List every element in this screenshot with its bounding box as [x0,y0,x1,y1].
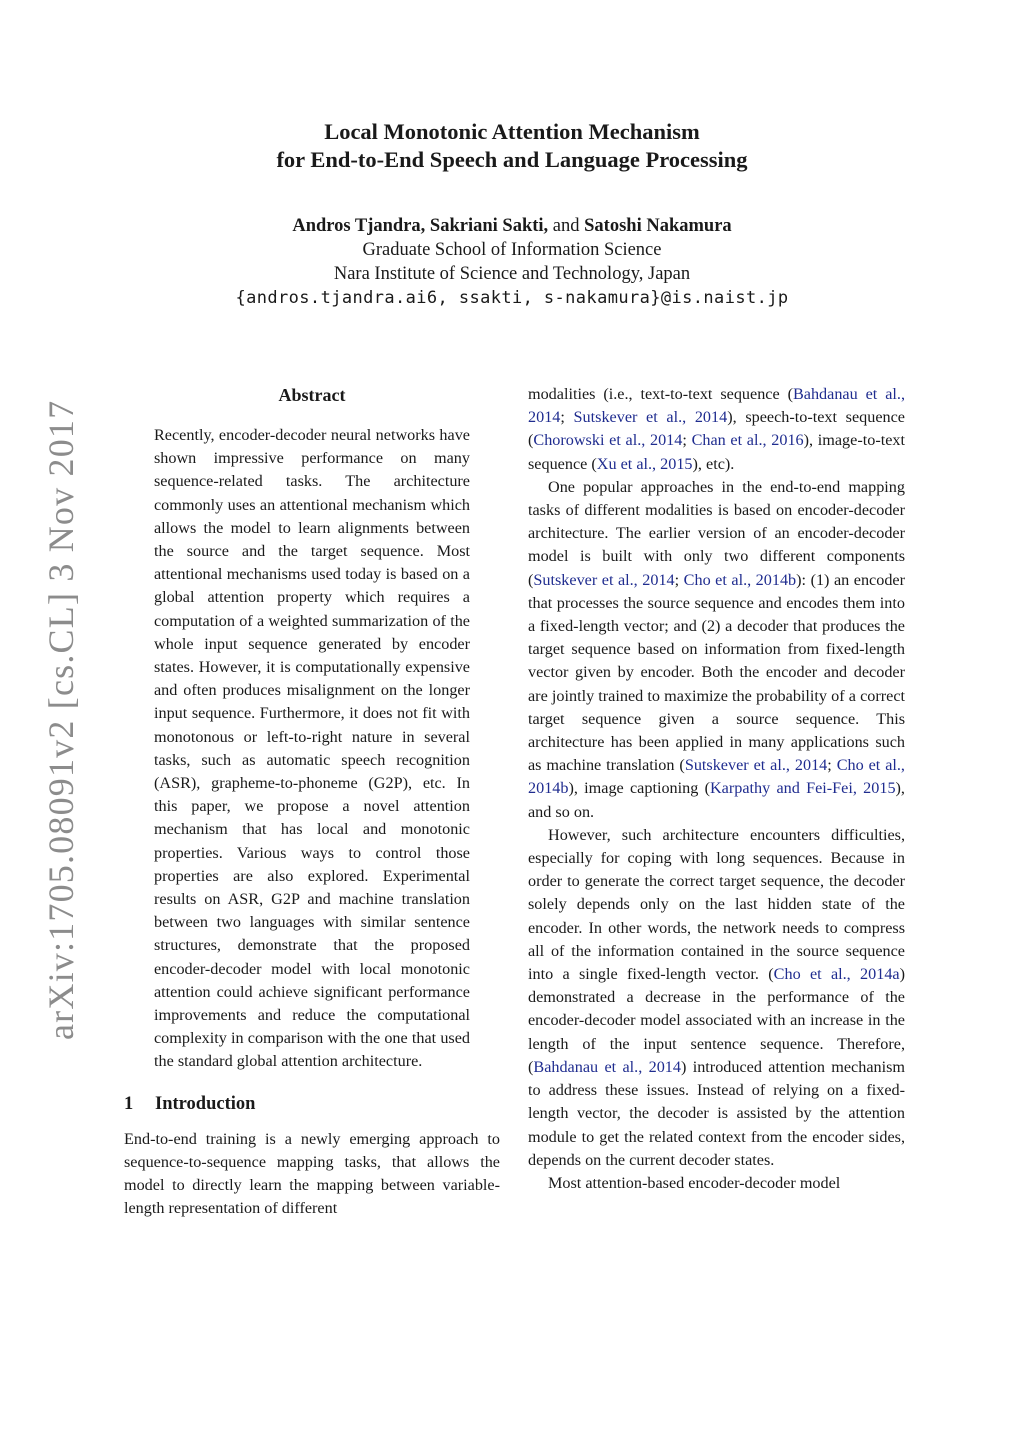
text-run: ) demonstrated a decrease in the performance of the encoder-decoder model associated with an increase in the length of the input sentence sequence. Therefore, ( [528,965,905,1076]
affiliation-institute: Nara Institute of Science and Technology, Japan [333,264,691,284]
text-run: ; [682,431,692,450]
author-emails: {andros.tjandra.ai6, ssakti, s-nakamura}@is.naist.jp [235,288,789,308]
right-column [528,383,905,1195]
citation-link[interactable]: Bahdanau et al., 2014 [528,385,905,427]
text-run: ; [827,756,837,775]
section-title: Introduction [155,1093,256,1114]
right-paragraph-1 [528,383,905,476]
citation-link[interactable]: Sutskever et al., 2014 [533,570,675,589]
citation-link[interactable]: Cho et al., 2014a [773,965,900,984]
right-paragraph-4: Most attention-based encoder-decoder model [548,1173,841,1192]
text-run: ), and so on. [528,779,905,821]
citation-link[interactable]: Chan et al., 2016 [691,431,804,450]
citation-link[interactable]: Karpathy and Fei-Fei, 2015 [709,779,896,798]
citation-link[interactable]: Bahdanau et al., 2014 [533,1057,681,1076]
citation-link[interactable]: Cho et al., 2014b [528,756,905,798]
author-names-first: Andros Tjandra, Sakriani Sakti, [292,216,549,236]
author-and: and [552,216,580,236]
text-run: ), image captioning ( [568,779,710,798]
introduction-paragraph-1: End-to-end training is a newly emerging approach to sequence-to-sequence mapping tasks, that allows the model to directly learn the mapping between variable-length representation of different [124,1129,500,1218]
text-run: One popular approaches in the end-to-end mapping tasks of different modalities is based on encoder-decoder architecture. The earlier version of an encoder-decoder model is built with only two different components ( [528,477,905,589]
right-paragraph-2 [528,476,905,824]
abstract-text: Recently, encoder-decoder neural networks have shown impressive performance on many sequence-related tasks. The architecture commonly uses an attentional mechanism which allows the model to learn alignments between the source and the target sequence. Most attentional mechanisms used today is based on a global attention property which requires a computation of a weighted summarization of the whole input sequence generated by encoder states. However, it is computationally expensive and often produces misalignment on the longer input sequence. Furthermore, it does not fit with monotonous or left-to-right nature in several tasks, such as automatic speech recognition (ASR), grapheme-to-phoneme (G2P), etc. In this paper, we propose a novel attention mechanism that has local and monotonic properties. Various ways to control those properties are also explored. Experimental results on ASR, G2P and machine translation between two languages with similar sentence structures, demonstrate that the proposed encoder-decoder model with local monotonic attention could achieve significant performance improvements and reduce the computational complexity in comparison with the one that used the standard global attention architecture. [154,426,470,1071]
citation-link[interactable]: Xu et al., 2015 [596,454,693,473]
citation-link[interactable]: Sutskever et al., 2014 [573,408,728,427]
title-line-1: Local Monotonic Attention Mechanism [324,119,700,144]
author-names-last: Satoshi Nakamura [584,216,732,236]
text-run: ), image-to-text sequence ( [528,431,905,473]
abstract-heading: Abstract [278,385,346,405]
title-line-2: for End-to-End Speech and Language Processing [276,147,748,172]
text-run: However, such architecture encounters difficulties, especially for coping with long sequences. Because in order to generate the correct target sequence, the decoder solely depends only on the last hidden state of the encoder. In other words, the network needs to compress all of the information contained in the source sequence into a single fixed-length vector. ( [528,825,905,984]
citation-link[interactable]: Sutskever et al., 2014 [684,756,828,775]
text-run: ; [560,408,574,427]
affiliation-school: Graduate School of Information Science [362,240,662,260]
text-run: ; [674,570,684,589]
arxiv-identifier-stamp: arXiv:1705.08091v2 [cs.CL] 3 Nov 2017 [41,399,81,1040]
author-names [0,214,1024,238]
paper-title [0,118,1024,174]
text-run: ), speech-to-text sequence ( [528,408,905,450]
left-column [124,383,500,1221]
introduction-heading [124,1092,500,1116]
section-number: 1 [124,1093,134,1114]
citation-link[interactable]: Chorowski et al., 2014 [533,431,683,450]
right-paragraph-3 [528,824,905,1172]
text-run: ): (1) an encoder that processes the source sequence and encodes them into a fixed-length vector; and (2) a decoder that produces the target sequence based on information from fixed-length vector given by encoder. Both the encoder and decoder are jointly trained to maximize the probability of a correct target sequence given a source sequence. This architecture has been applied in many applications such as machine translation ( [528,570,905,775]
author-block [0,214,1024,310]
text-run: ), etc). [692,454,735,473]
text-run: modalities (i.e., text-to-text sequence ( [528,385,793,403]
citation-link[interactable]: Cho et al., 2014b [683,570,797,589]
text-run: ) introduced attention mechanism to address these issues. Instead of relying on a fixed-length vector, the decoder is assisted by the attention module to get the related context from the encoder sides, depends on the current decoder states. [528,1057,905,1169]
